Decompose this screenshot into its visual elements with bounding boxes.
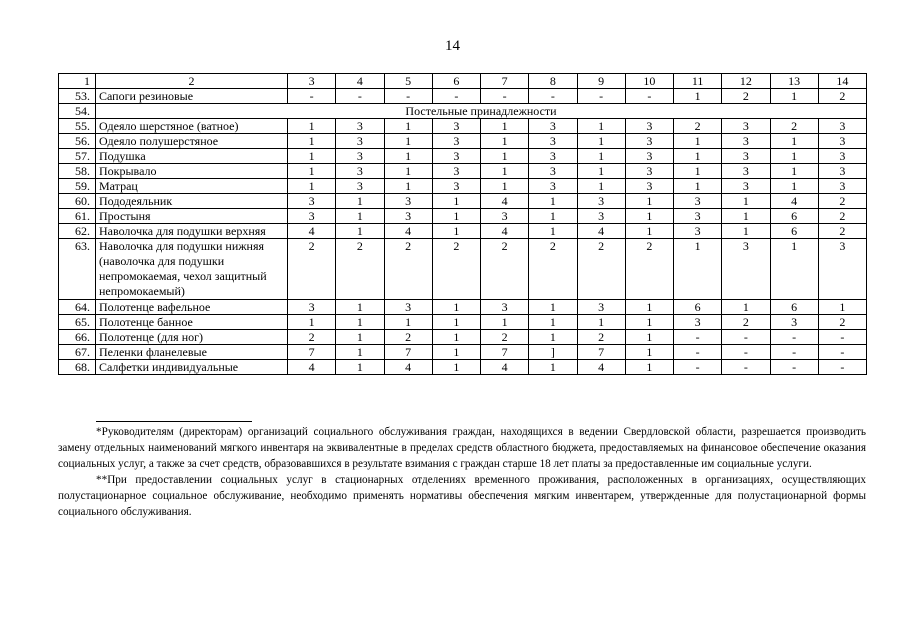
norm-value: 3: [432, 134, 480, 149]
row-number: 68.: [59, 360, 96, 375]
header-cell: 8: [529, 74, 577, 89]
norm-value: 2: [674, 119, 722, 134]
norm-value: 3: [674, 194, 722, 209]
norm-value: 4: [288, 360, 336, 375]
norm-value: -: [770, 345, 818, 360]
norm-value: 6: [674, 300, 722, 315]
item-name: Наволочка для подушки нижняя (наволочка для подушки непромокаемая, чехол защитный непромокаемый): [96, 239, 288, 300]
norm-value: 3: [288, 194, 336, 209]
norm-value: 1: [674, 149, 722, 164]
norm-value: 1: [336, 224, 384, 239]
norm-value: -: [722, 360, 770, 375]
norm-value: 2: [288, 330, 336, 345]
norm-value: 4: [770, 194, 818, 209]
norm-value: 3: [674, 224, 722, 239]
norm-value: 2: [481, 330, 529, 345]
norm-value: 3: [432, 179, 480, 194]
norm-value: -: [674, 360, 722, 375]
norm-value: 1: [674, 134, 722, 149]
norm-value: 3: [674, 315, 722, 330]
norm-value: 1: [288, 134, 336, 149]
norm-value: 1: [288, 179, 336, 194]
norm-value: 2: [529, 239, 577, 300]
table-row: [59, 164, 867, 179]
norm-value: 2: [818, 224, 866, 239]
norm-value: 6: [770, 209, 818, 224]
norm-value: 3: [529, 119, 577, 134]
section-heading: Постельные принадлежности: [96, 104, 867, 119]
norm-value: -: [770, 330, 818, 345]
norm-value: 1: [288, 315, 336, 330]
norm-value: 2: [818, 89, 866, 104]
norm-value: 3: [722, 119, 770, 134]
norm-value: 2: [818, 209, 866, 224]
norm-value: 3: [722, 164, 770, 179]
norm-value: 1: [625, 209, 673, 224]
norm-value: 2: [770, 119, 818, 134]
norm-value: 2: [336, 239, 384, 300]
norm-value: 3: [432, 119, 480, 134]
norm-value: 3: [818, 164, 866, 179]
norm-value: 3: [577, 209, 625, 224]
norm-value: 1: [288, 149, 336, 164]
norm-value: 1: [674, 239, 722, 300]
norm-value: 1: [577, 134, 625, 149]
table-row: [59, 345, 867, 360]
table-row: [59, 104, 867, 119]
norm-value: 1: [336, 360, 384, 375]
norm-value: 3: [818, 119, 866, 134]
norm-value: 3: [336, 164, 384, 179]
norm-value: 3: [336, 119, 384, 134]
norm-value: 1: [722, 224, 770, 239]
norm-value: 1: [384, 315, 432, 330]
row-number: 61.: [59, 209, 96, 224]
norm-value: 3: [722, 134, 770, 149]
norm-value: -: [577, 89, 625, 104]
norm-value: 2: [384, 330, 432, 345]
norm-value: 3: [529, 134, 577, 149]
norm-value: 1: [770, 164, 818, 179]
norm-value: -: [625, 89, 673, 104]
norm-value: 7: [288, 345, 336, 360]
norm-value: 3: [384, 194, 432, 209]
item-name: Одеяло полушерстяное: [96, 134, 288, 149]
row-number: 54.: [59, 104, 96, 119]
norm-value: 1: [432, 330, 480, 345]
norm-value: 3: [529, 149, 577, 164]
norm-value: 2: [481, 239, 529, 300]
norm-value: -: [529, 89, 577, 104]
norm-value: 3: [625, 164, 673, 179]
table-row: [59, 134, 867, 149]
table-row: [59, 119, 867, 134]
row-number: 57.: [59, 149, 96, 164]
norm-value: 1: [577, 164, 625, 179]
norm-value: 3: [481, 209, 529, 224]
norm-value: 1: [722, 194, 770, 209]
header-cell: 2: [96, 74, 288, 89]
item-name: Салфетки индивидуальные: [96, 360, 288, 375]
norm-value: 1: [818, 300, 866, 315]
table-row: [59, 360, 867, 375]
row-number: 63.: [59, 239, 96, 300]
norm-value: 1: [722, 300, 770, 315]
header-cell: 4: [336, 74, 384, 89]
norm-value: 1: [625, 194, 673, 209]
item-name: Полотенце (для ног): [96, 330, 288, 345]
norm-value: 3: [384, 209, 432, 224]
norm-value: 1: [481, 164, 529, 179]
norm-value: -: [288, 89, 336, 104]
norm-value: 3: [625, 119, 673, 134]
norm-value: 4: [577, 360, 625, 375]
item-name: Полотенце банное: [96, 315, 288, 330]
table-row: [59, 194, 867, 209]
inventory-norms-table: [58, 73, 867, 375]
norm-value: 1: [432, 224, 480, 239]
header-cell: 6: [432, 74, 480, 89]
norm-value: 4: [481, 360, 529, 375]
norm-value: -: [384, 89, 432, 104]
norm-value: 1: [336, 330, 384, 345]
footnotes: [58, 424, 866, 520]
norm-value: 1: [336, 315, 384, 330]
norm-value: 1: [529, 315, 577, 330]
footnote-separator: [96, 421, 252, 422]
norm-value: 4: [384, 360, 432, 375]
norm-value: 1: [529, 224, 577, 239]
norm-value: 1: [674, 89, 722, 104]
row-number: 58.: [59, 164, 96, 179]
norm-value: 1: [384, 149, 432, 164]
norm-value: 2: [432, 239, 480, 300]
norm-value: 1: [625, 300, 673, 315]
item-name: Матрац: [96, 179, 288, 194]
norm-value: -: [722, 345, 770, 360]
norm-value: 1: [481, 134, 529, 149]
norm-value: 1: [529, 209, 577, 224]
item-name: Сапоги резиновые: [96, 89, 288, 104]
item-name: Пододеяльник: [96, 194, 288, 209]
norm-value: -: [770, 360, 818, 375]
norm-value: 1: [432, 345, 480, 360]
norm-value: 1: [432, 360, 480, 375]
norm-value: 1: [432, 194, 480, 209]
header-cell: 14: [818, 74, 866, 89]
norm-value: 3: [577, 300, 625, 315]
table-row: [59, 330, 867, 345]
norm-value: 2: [577, 330, 625, 345]
norm-value: 7: [481, 345, 529, 360]
norm-value: 1: [288, 164, 336, 179]
norm-value: 1: [577, 179, 625, 194]
norm-value: 1: [384, 179, 432, 194]
norm-value: 1: [625, 224, 673, 239]
row-number: 59.: [59, 179, 96, 194]
norm-value: 3: [818, 239, 866, 300]
norm-value: -: [722, 330, 770, 345]
norm-value: 1: [770, 239, 818, 300]
norm-value: 3: [818, 179, 866, 194]
item-name: Простыня: [96, 209, 288, 224]
norm-value: 1: [529, 330, 577, 345]
norm-value: 4: [481, 224, 529, 239]
norm-value: 1: [577, 119, 625, 134]
norm-value: -: [674, 330, 722, 345]
norm-value: 3: [625, 179, 673, 194]
table-row: [59, 300, 867, 315]
row-number: 65.: [59, 315, 96, 330]
header-cell: 3: [288, 74, 336, 89]
norm-value: 1: [529, 194, 577, 209]
norm-value: 3: [288, 300, 336, 315]
norm-value: 1: [625, 360, 673, 375]
norm-value: 2: [384, 239, 432, 300]
norm-value: 4: [288, 224, 336, 239]
norm-value: 1: [481, 179, 529, 194]
table-row: [59, 224, 867, 239]
table-body: [59, 74, 867, 375]
norm-value: -: [818, 330, 866, 345]
norm-value: 1: [770, 179, 818, 194]
row-number: 56.: [59, 134, 96, 149]
norm-value: ]: [529, 345, 577, 360]
norm-value: 3: [625, 134, 673, 149]
norm-value: 4: [577, 224, 625, 239]
norm-value: 1: [625, 345, 673, 360]
norm-value: 1: [674, 164, 722, 179]
norm-value: 2: [722, 315, 770, 330]
norm-value: -: [432, 89, 480, 104]
norm-value: 2: [722, 89, 770, 104]
norm-value: 7: [384, 345, 432, 360]
norm-value: 4: [384, 224, 432, 239]
norm-value: 6: [770, 224, 818, 239]
norm-value: 3: [722, 149, 770, 164]
norm-value: 3: [818, 149, 866, 164]
header-cell: 10: [625, 74, 673, 89]
norm-value: 2: [625, 239, 673, 300]
norm-value: -: [336, 89, 384, 104]
item-name: Полотенце вафельное: [96, 300, 288, 315]
norm-value: 3: [336, 149, 384, 164]
norm-value: -: [481, 89, 529, 104]
norm-value: 2: [577, 239, 625, 300]
header-cell: 12: [722, 74, 770, 89]
table-header-row: [59, 74, 867, 89]
header-cell: 11: [674, 74, 722, 89]
table-row: [59, 89, 867, 104]
table-row: [59, 239, 867, 300]
norm-value: 1: [625, 315, 673, 330]
row-number: 53.: [59, 89, 96, 104]
norm-value: 1: [481, 149, 529, 164]
norm-value: 1: [432, 209, 480, 224]
norm-value: 3: [674, 209, 722, 224]
norm-value: 1: [577, 149, 625, 164]
row-number: 66.: [59, 330, 96, 345]
norm-value: 3: [529, 164, 577, 179]
norm-value: 2: [818, 194, 866, 209]
norm-value: 7: [577, 345, 625, 360]
item-name: Подушка: [96, 149, 288, 164]
header-cell: 13: [770, 74, 818, 89]
table-row: [59, 179, 867, 194]
norm-value: 1: [336, 345, 384, 360]
page-number: 14: [445, 38, 460, 54]
norm-value: 1: [384, 164, 432, 179]
norm-value: 3: [336, 179, 384, 194]
header-cell: 1: [59, 74, 96, 89]
header-cell: 7: [481, 74, 529, 89]
norm-value: 3: [432, 164, 480, 179]
row-number: 60.: [59, 194, 96, 209]
norm-value: 1: [432, 315, 480, 330]
norm-value: 3: [625, 149, 673, 164]
table-row: [59, 315, 867, 330]
norm-value: 1: [577, 315, 625, 330]
norm-value: 1: [481, 315, 529, 330]
norm-value: 3: [288, 209, 336, 224]
norm-value: 1: [529, 360, 577, 375]
item-name: Наволочка для подушки верхняя: [96, 224, 288, 239]
item-name: Одеяло шерстяное (ватное): [96, 119, 288, 134]
norm-value: 1: [336, 194, 384, 209]
table-row: [59, 149, 867, 164]
norm-value: 2: [288, 239, 336, 300]
norm-value: 3: [722, 179, 770, 194]
norm-value: 1: [674, 179, 722, 194]
footnote-2: **При предоставлении социальных услуг в стационарных отделениях временного проживания, расположенных в организациях, осуществляющих полустационарное социальное обслуживание, необходимо применять нормативы обеспечения мягким инвентарем, утвержденные для полустационарной формы социального обслуживания.: [58, 474, 866, 518]
norm-value: 3: [722, 239, 770, 300]
norm-value: 6: [770, 300, 818, 315]
row-number: 67.: [59, 345, 96, 360]
norm-value: 1: [770, 134, 818, 149]
norm-value: 3: [336, 134, 384, 149]
norm-value: 1: [481, 119, 529, 134]
norm-value: -: [818, 360, 866, 375]
norm-value: -: [674, 345, 722, 360]
row-number: 62.: [59, 224, 96, 239]
norm-value: 1: [432, 300, 480, 315]
row-number: 64.: [59, 300, 96, 315]
item-name: Пеленки фланелевые: [96, 345, 288, 360]
table-row: [59, 209, 867, 224]
norm-value: 3: [577, 194, 625, 209]
item-name: Покрывало: [96, 164, 288, 179]
header-cell: 9: [577, 74, 625, 89]
norm-value: 1: [770, 149, 818, 164]
footnote-1: *Руководителям (директорам) организаций социального обслуживания граждан, находящихся в ведении Свердловской области, разрешается производить замену отдельных наименований мягкого инвентаря на эквивалентные в пределах средств областного бюджета, предоставляемых на финансовое обеспечение оказания социальных услуг, а также за счет средств, образовавшихся в результате взимания с граждан старше 18 лет платы за предоставленные им социальные услуги.: [58, 426, 866, 470]
norm-value: 1: [770, 89, 818, 104]
norm-value: 3: [384, 300, 432, 315]
header-cell: 5: [384, 74, 432, 89]
norm-value: 1: [722, 209, 770, 224]
norm-value: 1: [288, 119, 336, 134]
norm-value: 1: [336, 209, 384, 224]
norm-value: 1: [529, 300, 577, 315]
norm-value: 3: [481, 300, 529, 315]
norm-value: 4: [481, 194, 529, 209]
norm-value: 1: [625, 330, 673, 345]
norm-value: 3: [432, 149, 480, 164]
norm-value: 2: [818, 315, 866, 330]
norm-value: -: [818, 345, 866, 360]
norm-value: 3: [770, 315, 818, 330]
norm-value: 1: [336, 300, 384, 315]
norm-value: 3: [529, 179, 577, 194]
row-number: 55.: [59, 119, 96, 134]
norm-value: 1: [384, 119, 432, 134]
norm-value: 1: [384, 134, 432, 149]
norm-value: 3: [818, 134, 866, 149]
